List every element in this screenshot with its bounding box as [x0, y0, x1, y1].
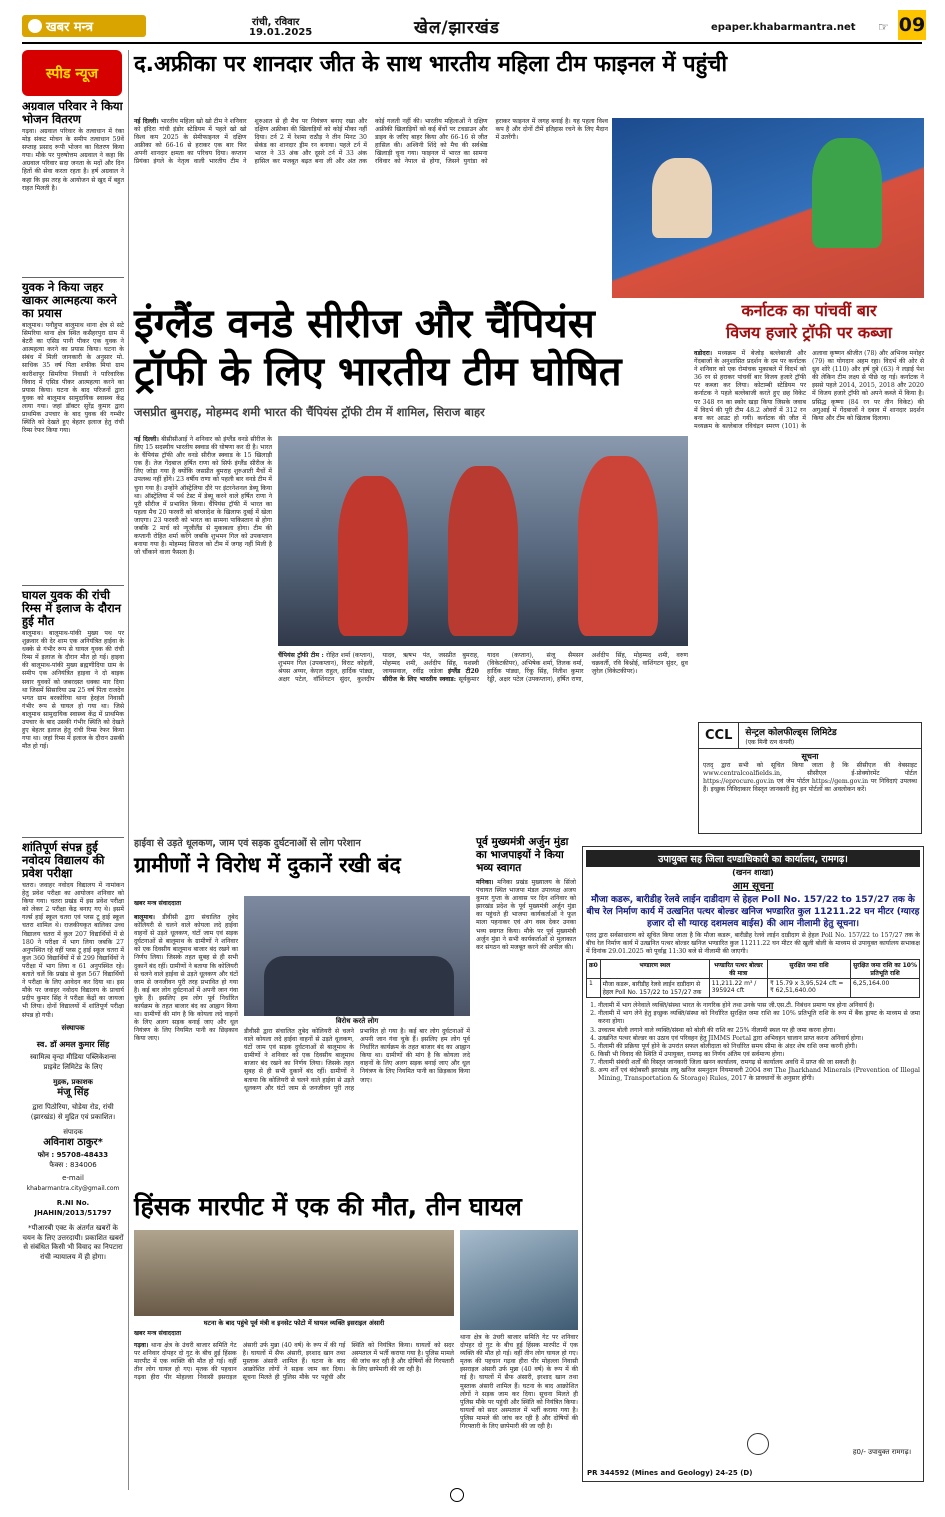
imprint-founder-note: स्वामित्व वृन्दा मीडिया पब्लिकेशन्स प्राइवेट लिमिटेड के लिए — [30, 1053, 116, 1071]
article-6-col4 — [460, 1334, 578, 1480]
article-2-text: बीसीसीआई ने शनिवार को इंग्लैंड वनडे सीरीज के लिए 15 सदस्यीय भारतीय स्क्वाड की घोषणा कर दी है। भारत के चैंपियंस ट्रॉफी और वनडे सीरीज स्क्वाड के 15 खिलाड़ी एक हैं। तेज गेंदबाज हर्षित राणा को सिर्फ इंग्लैंड सीरीज के लिए जोड़ा गया है क्योंकि जसप्रीत बुमराह शुरुआती मैचों में उपलब्ध नहीं होंगे। 23 वर्षीय राणा को पहली बार वनडे टीम में चुना गया है। उन्होंने ऑस्ट्रेलिया दौरे पर इंटरनेशनल डेब्यू किया था। ऑस्ट्रेलिया में पर्थ टेस्ट में डेब्यू करने वाले हर्षित राणा ने पूरी सीरीज में प्रभावित किया। चैंपियंस ट्रॉफी में भारत का पहला मैच 20 फरवरी को बांग्लादेश के खिलाफ दुबई में खेला जाएगा। 23 फरवरी को भारत का सामना पाकिस्तान से होगा जबकि 2 मार्च को न्यूजीलैंड से मुकाबला होगा। टीम की कप्तानी रोहित शर्मा करेंगे जबकि शुभमन गिल को उपकप्तान बनाया गया है। मोहम्मद सिराज को टीम में जगह नहीं मिली है जो चौंकाने वाला फैसला है। — [134, 436, 273, 557]
imprint-publisher: मंजू सिंह — [57, 1086, 89, 1098]
article-6-text-cont: थाना क्षेत्र के उंचरी बाजार समिति गेट पर शनिवार दोपहर दो गुट के बीच हुई हिंसक मारपीट में एक व्यक्ति की मौत हो गई। वहीं तीन लोग घायल हो गए। मृतक की पहचान गढ़वा हीरा पीर मोहल्ला निवासी इसराइल अंसारी उर्फ मुन्ना (40 वर्ष) के रूप में की गई है। घायलों में सैफ अंसारी, इरशाद खान तथा मुस्ताक अंसारी शामिल हैं। घटना के बाद आक्रोशित लोगों ने सड़क जाम कर दिया। सूचना मिलते ही पुलिस मौके पर पहुंची और स्थिति को नियंत्रित किया। घायलों को सदर अस्पताल में भर्ती कराया गया है। पुलिस मामले की जांच कर रही है और दोषियों की गिरफ्तारी के लिए छापेमारी की जा रही है। — [460, 1334, 578, 1431]
article-4-col2 — [244, 1028, 470, 1134]
article-6-title: हिंसक मारपीट में एक की मौत, तीन घायल — [134, 1192, 522, 1221]
ccl-logo: CCL — [699, 723, 739, 748]
notice-term: 7. नीलामी संबंधी शर्तों की विस्तृत जानकारी जिला खनन कार्यालय, रामगढ़ से कार्यालय अवधि में प्राप्त की जा सकती है। — [598, 1059, 920, 1067]
article-6-text: थाना क्षेत्र के उंचरी बाजार समिति गेट पर शनिवार दोपहर दो गुट के बीच हुई हिंसक मारपीट में एक व्यक्ति की मौत हो गई। वहीं तीन लोग घायल हो गए। मृतक की पहचान गढ़वा हीरा पीर मोहल्ला निवासी इसराइल अंसारी उर्फ मुन्ना (40 वर्ष) के रूप में की गई है। घायलों में सैफ अंसारी, इरशाद खान तथा मुस्ताक अंसारी शामिल हैं। घटना के बाद आक्रोशित लोगों ने सड़क जाम कर दिया। सूचना मिलते ही पुलिस मौके पर पहुंची और स्थिति को नियंत्रित किया। घायलों को सदर अस्पताल में भर्ती कराया गया है। पुलिस मामले की जांच कर रही है और दोषियों की गिरफ्तारी के लिए छापेमारी की जा रही है। — [134, 1342, 454, 1382]
page-number: 09 — [898, 10, 926, 40]
header-date: 19.01.2025 — [249, 27, 313, 38]
table-header: भण्डारित पत्थर बोल्डर की मात्रा — [709, 960, 767, 979]
injured-photo — [460, 1230, 578, 1330]
table-cell: 1 — [587, 979, 601, 998]
left-column — [22, 99, 124, 1019]
left-story-body: गढ़वा। अग्रवाल परिवार के तत्वाधान में रंका मोड़ संकट मोचन के समीप तत्वाधान 59वें सप्ताह प्रसाद रूपी भोजन का वितरण किया गया। मौके पर पुरुषोत्तम अग्रवाल ने कहा कि अग्रवाल परिवार सदा जनता के मदों और दिन हितों की सेवा करता रहता है। हर्ष अग्रवाल ने कहा कि इस तरह के आयोजन से खुद में बहुत राहत मिलती है। — [22, 128, 124, 192]
article-3-title-line2: विजय हजारे ट्रॉफी पर कब्जा — [726, 323, 892, 342]
article-2-t20-list: सूर्यकुमार यादव (कप्तान), संजू सैमसन (विकेटकीपर), अभिषेक शर्मा, तिलक वर्मा, हार्दिक पांड्या, रिंकू सिंह, नितीश कुमार रेड्डी, अक्षर पटेल (उपकप्तान), हर्षित राणा, अर्शदीप सिंह, मोहम्मद शमी, वरुण चक्रवर्ती, रवि बिश्नोई, वाशिंगटन सुंदर, ध्रुव जुरेल (विकेटकीपर)। — [458, 652, 688, 684]
imprint-rni: R.NI No. JHAHIN/2013/51797 — [34, 1199, 112, 1217]
violence-photo — [134, 1230, 454, 1316]
article-3-dateline: वडोदरा। — [694, 350, 713, 357]
imprint-editor-label: संपादक — [63, 1128, 83, 1136]
article-women-khokho — [134, 48, 924, 298]
player-figure — [338, 476, 408, 636]
imprint-publisher-label: मुद्रक, प्रकाशक — [53, 1078, 93, 1086]
header-city: रांची, रविवार — [252, 17, 300, 28]
article-1-body — [134, 118, 608, 296]
left-story-body: चतरा। जवाहर नवोदय विद्यालय में नामांकन हेतु प्रवेश परीक्षा का आयोजन शनिवार को किया गया। चतरा प्रखंड में इस प्रवेश परीक्षा को लेकर 2 परीक्षा केंद्र बनाए गए थे। इसमें गर्ल्स हाई स्कूल चतरा एवं प्लस टू हाई स्कूल चतरा शामिल थे। राजकीयकृत बालिका उच्च विद्यालय चतरा में कुल 207 विद्यार्थियों में से 180 ने परीक्षा में भाग लिया जबकि 27 अनुपस्थित रहे वहीं प्लस टू हाई स्कूल चतरा में कुल 360 विद्यार्थियों में से 299 विद्यार्थियों ने परीक्षा में भाग लिया व 61 अनुपस्थित रहे। बताते चलें कि प्रखंड से कुल 567 विद्यार्थियों ने परीक्षा के लिए आवेदन कर दिया था। इस मौके पर जवाहर नवोदय विद्यालय के प्राचार्य प्रदीप कुमार सिंह ने परीक्षा केंद्रों का जायजा भी लिया। दोनों विद्यालयों में शांतिपूर्ण परीक्षा संपन्न हो गयी। — [22, 882, 124, 1019]
article-3-body — [694, 350, 924, 716]
article-2-title-line1: इंग्लैंड वनडे सीरीज और चैंपियंस — [134, 301, 595, 347]
player-figure — [578, 456, 658, 636]
article-2-subtitle: जसप्रीत बुमराह, मोहम्मद शमी भारत की चैंपियंस ट्रॉफी टीम में शामिल, सिराज बाहर — [134, 405, 485, 419]
article-5-kicker: पूर्व मुख्यमंत्री अर्जुन मुंडा का भाजपाइयों ने किया भव्य स्वागत — [476, 836, 569, 874]
ccl-subtitle: (एक मिनी रत्न कंपनी) — [745, 739, 795, 746]
article-2-squad-list: रोहित शर्मा (कप्तान), शुभमन गिल (उपकप्तान), विराट कोहली, श्रेयस अय्यर, केएल राहुल, हार्दिक पांड्या, अक्षर पटेल, वॉशिंगटन सुंदर, कुलदीप यादव, ऋषभ पंत, जसप्रीत बुमराह, मोहम्मद शमी, अर्शदीप सिंह, यशस्वी जायसवाल, रवींद्र जडेजा — [278, 652, 479, 684]
article-2-squad-label: चैंपियंस ट्रॉफी टीम : — [278, 652, 324, 659]
logo-icon — [28, 19, 42, 33]
notice-subtitle: (खनन शाखा) — [732, 868, 774, 877]
table-header: भण्डारण स्थल — [600, 960, 709, 979]
table-header: सुरक्षित जमा राशि का 10% प्रतिभूति राशि — [851, 960, 920, 979]
article-protest — [134, 836, 470, 1136]
article-vijay-hazare — [694, 300, 924, 720]
imprint-fax: फैक्स : 834006 — [49, 1160, 97, 1169]
article-4-text: डीवीसी द्वारा संचालित तुबेद कोलियरी से चलने वाले कोयला लदे हाईवा वाहनों से उड़ते धूलकण, घंटों जाम एवं सड़क दुर्घटनाओं से बालूमाथ के ग्रामीणों ने शनिवार को एक दिवसीय बालूमाथ बाजार बंद रखने का निर्णय लिया। जिसके तहत सुबह से ही सभी दुकानें बंद रहीं। ग्रामीणों ने बताया कि कोलियरी से चलने वाले हाईवा से उड़ते धूलकण और घंटों जाम से जनजीवन पूरी तरह प्रभावित हो गया है। कई बार लोग दुर्घटनाओं में अपनी जान गंवा चुके हैं। इसलिए हम लोग पूर्व निर्धारित कार्यक्रम के तहत बाजार बंद का आह्वान किया था। ग्रामीणों की मांग है कि कोयला लदे वाहनों के लिए अलग सड़क बनाई जाए और धूल नियंत्रण के लिए नियमित पानी का छिड़काव किया जाए। — [134, 914, 239, 1043]
column-rule — [128, 50, 129, 1490]
player-figure — [812, 138, 882, 248]
left-story-body: बालूमाथ। बालूमाथ-पांकी मुख्य पथ पर शुक्रवार की देर शाम एक अनियंत्रित हाईवा के धक्के से गंभीर रूप से घायल युवक की रांची रिम्स में इलाज के दौरान मौत हो गई। हाइवा की बालूमाथ-पांकी मुख्य ब्रह्मणीदिया ग्राम के समीप एक अनियंत्रित हाइवा ने दो बाइक सवार युवकों को जबरदस्त धक्का मार दिया था जिसमें सिसारिया उम्र 25 वर्ष पिता राजदेव भगत ग्राम बरकोरिया थाना हेरहंज निवासी गंभीर रूप से घायल हो गया था। जिसे बालूमाथ सामुदायिक स्वास्थ्य केंद्र में प्राथमिक उपचार के बाद उसकी गंभीर स्थिति को देखते हुए बेहतर इलाज हेतु रांची रिम्स रेफर किया गया था। जहां रिम्स में इलाज के दौरान उसकी मौत हो गई। — [22, 630, 124, 751]
notice-term: 8. अन्य शर्तें एवं बंदोबस्ती झारखंड लघु खनिज समनुदान नियमावली 2004 तथा The Jharkhand Minerals (Prevention of Illegal Mining, Transportation & Storage) Rules, 2017 के प्रावधानों के अनुसार होंगी। — [598, 1067, 920, 1083]
registration-mark-icon — [450, 1488, 464, 1502]
article-4-dateline: बालूमाथ। — [134, 914, 155, 921]
article-team-announcement — [134, 300, 688, 830]
notice-emblem-icon — [747, 1433, 769, 1455]
notice-term: 4. उत्खनित पत्थर बोल्डर का उठाव एवं परिवहन हेतु JIMMS Portal द्वारा अभिवहन चालान प्राप्त करना अनिवार्य होगा। — [598, 1035, 920, 1043]
table-header: सुरक्षित जमा राशि — [767, 960, 850, 979]
divider — [22, 277, 124, 278]
table-cell: मौजा कडरू, बारीडीह रेलवे लाईन दाडीदाग से हेहल Poll No. 157/22 to 157/27 तक — [600, 979, 709, 998]
divider — [22, 585, 124, 586]
notice-term: 5. नीलामी की प्रक्रिया पूर्ण होने के उपरांत सफल बोलीदाता को निर्धारित समय सीमा के अंदर शेष राशि जमा करनी होगी। — [598, 1043, 920, 1051]
speed-news-badge — [22, 50, 122, 96]
ccl-advertisement[interactable] — [698, 722, 922, 834]
left-story-4 — [22, 841, 124, 1020]
article-1-title: द.अफ्रीका पर शानदार जीत के साथ भारतीय महिला टीम फाइनल में पहुंची — [134, 52, 728, 77]
article-violence — [134, 1190, 578, 1480]
table-header: क्र0 — [587, 960, 601, 979]
left-story-title: अग्रवाल परिवार ने किया भोजन वितरण — [22, 99, 123, 126]
site-url[interactable]: epaper.khabarmantra.net — [711, 22, 856, 33]
article-4-byline: खबर मन्त्र संवाददाता — [134, 900, 182, 907]
article-2-title-line2: ट्रॉफी के लिए भारतीय टीम घोषित — [134, 349, 622, 395]
notice-term: 2. नीलामी में भाग लेने हेतु इच्छुक व्यक्ति/संस्था को निर्धारित सुरक्षित जमा राशि का 10% प्रतिभूति राशि के रूप में बैंक ड्राफ्ट के माध्यम से जमा करना होगा। — [598, 1010, 920, 1026]
notice-term: 1. नीलामी में भाग लेनेवाले व्यक्ति/संस्था भारत के नागरिक होने तथा उनके पास जी.एस.टी. निबंधन प्रमाण पत्र होना अनिवार्य है। — [598, 1002, 920, 1010]
imprint-editor: अविनाश ठाकुर* — [43, 1136, 103, 1148]
section-title: खेल/झारखंड — [414, 18, 500, 38]
logo-text: खबर मन्त्र — [46, 20, 94, 35]
article-5-body — [476, 879, 576, 1109]
left-story-1 — [22, 100, 124, 274]
notice-terms — [598, 1002, 920, 1083]
ccl-title: सेन्ट्रल कोलफील्ड्स लिमिटेड — [745, 728, 837, 738]
khokho-photo — [612, 118, 924, 298]
imprint-email[interactable]: khabarmantra.city@gmail.com — [26, 1184, 120, 1192]
imprint-box — [22, 1008, 124, 1478]
left-story-title: घायल युवक की रांची रिम्स में इलाज के दौरान हुई मौत — [22, 588, 122, 628]
imprint-email-label: e-mail — [62, 1174, 84, 1182]
article-4-text-cont: डीवीसी द्वारा संचालित तुबेद कोलियरी से चलने वाले कोयला लदे हाईवा वाहनों से उड़ते धूलकण, घंटों जाम एवं सड़क दुर्घटनाओं से बालूमाथ के ग्रामीणों ने शनिवार को एक दिवसीय बालूमाथ बाजार बंद रखने का निर्णय लिया। जिसके तहत सुबह से ही सभी दुकानें बंद रहीं। ग्रामीणों ने बताया कि कोलियरी से चलने वाले हाईवा से उड़ते धूलकण और घंटों जाम से जनजीवन पूरी तरह प्रभावित हो गया है। कई बार लोग दुर्घटनाओं में अपनी जान गंवा चुके हैं। इसलिए हम लोग पूर्व निर्धारित कार्यक्रम के तहत बाजार बंद का आह्वान किया था। ग्रामीणों की मांग है कि कोयला लदे वाहनों के लिए अलग सड़क बनाई जाए और धूल नियंत्रण के लिए नियमित पानी का छिड़काव किया जाए। — [244, 1028, 470, 1092]
article-4-kicker: हाईवा से उड़ते धूलकण, जाम एवं सड़क दुर्घटनाओं से लोग परेशान — [134, 838, 361, 849]
imprint-label: संस्थापक — [61, 1024, 85, 1032]
speed-news-label: स्पीड न्यूज — [45, 65, 99, 82]
table-header-row — [587, 960, 920, 979]
pointer-icon: ☞ — [878, 20, 889, 34]
article-2-col1 — [134, 436, 272, 830]
article-4-col1 — [134, 914, 238, 1134]
masthead — [22, 10, 926, 44]
table-cell: 11,211.22 m³ / 395924 cft — [709, 979, 767, 998]
article-2-squad — [278, 652, 688, 830]
imprint-phone: फोन : 95708-48433 — [37, 1151, 109, 1159]
article-5-text: मनिका प्रखंड मुख्यालय के सिंजो पंचायत स्थित भाजपा मंडल उपाध्यक्ष अजय कुमार गुप्ता के आवास पर दिन शनिवार को झारखंड प्रदेश के पूर्व मुख्यमंत्री अर्जुन मुंडा का पहुंचते ही भाजपा कार्यकर्ताओं ने फूल माला पहनाकर एवं अंग वस्त्र देकर उनका भव्य स्वागत किया। मौके पर पूर्व मुख्यमंत्री अर्जुन मुंडा ने सभी कार्यकर्ताओं से मुलाकात कर संगठन को मजबूत करने की अपील की। — [476, 879, 576, 951]
notice-sign: ह0/- उपायुक्त रामगढ़। — [852, 1448, 912, 1456]
table-row — [587, 979, 920, 998]
left-story-body: बालूमाथ। पनौहुपा बालूमाथ थाना क्षेत्र से सटे सिमरिया थाना क्षेत्र स्थित कसैहरपुरा ग्राम में बेटरी का एसिड पानी पीकर एक युवक ने आत्महत्या करने का प्रयास किया। घटना के संबंध में मिली जानकारी के अनुसार मो. साधिक 35 वर्ष पिता शफीक मियां ग्राम कारीशापुर सिमरिया निवासी ने पारिवारिक विवाद में एसिड पीकर आत्महत्या करने का प्रयास किया। घटना के बाद परिजनों द्वारा युवक को बालूमाथ सामुदायिक स्वास्थ्य केंद्र लाया गया। जहां डॉक्टर सुरेंद्र कुमार द्वारा प्राथमिक उपचार के बाद युवक की गम्भीर स्थिति को देखते हुए बेहतर इलाज हेतु रांची रिम्स रेफर किया गया। — [22, 322, 124, 435]
table-cell: 6,25,164.00 — [851, 979, 920, 998]
article-2-dateline: नई दिल्ली। — [134, 436, 159, 443]
left-story-2 — [22, 281, 124, 582]
player-figure — [448, 466, 518, 636]
notice-pr: PR 344592 (Mines and Geology) 24-25 (D) — [587, 1469, 753, 1477]
protest-photo — [244, 896, 470, 1016]
violence-caption: घटना के बाद पहुंचे पूर्व मंत्री व इनसेट फोटो में घायल व्यक्ति इसराइल अंसारी — [203, 1319, 385, 1327]
team-photo — [278, 436, 688, 646]
divider — [22, 837, 124, 838]
article-2-t20-label: इंग्लैंड टी20 सीरीज के लिए भारतीय स्क्वाड: — [382, 668, 479, 684]
article-1-dateline: नई दिल्ली। — [134, 118, 159, 125]
imprint-founder: स्व. डॉ अमल कुमार सिंह — [36, 1039, 110, 1049]
ccl-notice-label: सूचना — [801, 752, 819, 761]
article-5-dateline: मनिका। — [476, 879, 494, 886]
logo-badge — [22, 15, 146, 37]
article-4-title: ग्रामीणों ने विरोध में दुकानें रखी बंद — [134, 853, 401, 877]
imprint-disclaimer: *पीआरबी एक्ट के अंतर्गत खबरों के चयन के लिए उत्तरदायी। प्रकाशित खबरों से संबंधित किसी भी विवाद का निपटारा रांची न्यायालय में ही होगा। — [22, 1224, 124, 1261]
notice-table — [586, 959, 920, 998]
people-figure — [264, 956, 454, 1016]
left-story-3 — [22, 589, 124, 834]
article-6-body — [134, 1342, 454, 1480]
notice-term: 3. उच्चतम बोली लगाने वाले व्यक्ति/संस्था को बोली की राशि का 25% नीलामी स्थल पर ही जमा करना होगा। — [598, 1027, 920, 1035]
notice-subject: मौजा कडरू, बारीडीह रेलवे लाईन दाडीदाग से हेहल Poll No. 157/22 to 157/27 तक के बीच रेल निर्माण कार्य में उत्खनित पत्थर बोल्डर खनिज भण्डारित कुल 11211.22 घन मीटर (ग्यारह हजार दो सौ ग्यारह दशमलव बाईस) की आम नीलामी हेतु सूचना। — [586, 895, 920, 929]
protest-caption: विरोध करते लोग — [335, 1017, 379, 1025]
player-figure — [652, 158, 712, 238]
article-3-text: मध्यक्रम में बेजोड़ बल्लेबाजी और गेंदबाजों के अनुशासित प्रदर्शन के दम पर कर्नाटक ने शनिवार को एक रोमांचक मुकाबले में विदर्भ को 36 रन से हराकर पांचवीं बार विजय हजारे ट्रॉफी पर कब्जा कर लिया। कोटाम्बी स्टेडियम पर कर्नाटक ने पहले बल्लेबाजी करते हुए छह विकेट पर 348 रन का स्कोर खड़ा किया जिसके जवाब में विदर्भ की पूरी टीम 48.2 ओवरों में 312 रन बना कर आउट हो गयी। कर्नाटक की जीत में मध्यक्रम के बल्लेबाज रविचंद्रन स्मरण (101) के अलावा कृष्णन श्रीजीत (78) और अभिनव मनोहर (79) का योगदान अहम रहा। विदर्भ की ओर से ध्रुव शोरे (110) और हर्ष दुबे (63) ने लड़ाई पेश की लेकिन टीम लक्ष्य से पीछे रह गई। कर्नाटक ने इससे पहले 2014, 2015, 2018 और 2020 में विजय हजारे ट्रॉफी को अपने कब्जे में किया है। प्रसिद्ध कृष्णा (84 रन पर तीन विकेट) की अगुआई में गेंदबाजों ने दबाव में शानदार प्रदर्शन किया और टीम को खिताब दिलाया। — [694, 350, 924, 430]
notice-term: 6. किसी भी विवाद की स्थिति में उपायुक्त, रामगढ़ का निर्णय अंतिम एवं सर्वमान्य होगा। — [598, 1051, 920, 1059]
left-story-title: युवक ने किया जहर खाकर आत्महत्या करने का प्रयास — [22, 280, 117, 320]
table-cell: ₹ 15.79 x 3,95,524 cft = ₹ 62,51,640.00 — [767, 979, 850, 998]
article-6-dateline: गढ़वा। — [134, 1342, 149, 1349]
notice-title: उपायुक्त सह जिला दण्डाधिकारी का कार्यालय, रामगढ़। — [586, 850, 920, 867]
notice-label: आम सूचना — [732, 881, 774, 892]
article-1-text: भारतीय महिला खो खो टीम ने शनिवार को इंदिरा गांधी इंडोर स्टेडियम में पहले खो खो विश्व कप 2025 के सेमीफाइनल में दक्षिण अफ्रीका को 66-16 से हराकर एक बार फिर अपनी शानदार क्षमता का परिचय दिया। कप्तान प्रियंका इंगले के नेतृत्व वाली भारतीय टीम ने शुरुआत से ही मैच पर नियंत्रण बनाए रखा और दक्षिण अफ्रीका की खिलाड़ियों को कोई मौका नहीं दिया। टर्न 2 में रेशमा राठौड़ ने तीन मिनट 30 सेकंड का शानदार ड्रीम रन बनाया। पहले टर्न में भारत ने 33 अंक और दूसरे टर्न में 33 अंक हासिल कर मजबूत बढ़त बना ली और अंत तक कोई गलती नहीं की। भारतीय महिलाओं ने दक्षिण अफ्रीकी खिलाड़ियों को कई बेंचों पर टचडाउन और डाइव के जरिए बाहर किया और 66-16 से जीत हासिल की। अश्विनी शिंदे को मैच की सर्वश्रेष्ठ खिलाड़ी चुना गया। फाइनल में भारत का सामना रविवार को नेपाल से होगा, जिसने युगांडा को हराकर फाइनल में जगह बनाई है। यह पहला विश्व कप है और दोनों टीमें इतिहास रचने के लिए मैदान में उतरेंगी। — [134, 118, 608, 166]
ccl-body: एतद् द्वारा सभी को सूचित किया जाता है कि सीसीएल की वेबसाइट www.centralcoalfields.in, सीसीएल ई-प्रोक्योरमेंट पोर्टल https://eprocure.gov.in एवं जेम पोर्टल https://gem.gov.in पर निविदाएं उपलब्ध हैं। इच्छुक निविदाकार विस्तृत जानकारी हेतु इन पोर्टलों का अवलोकन करें। — [703, 762, 917, 794]
left-story-title: शांतिपूर्ण संपन्न हुई नवोदय विद्यालय की प्रवेश परीक्षा — [22, 840, 105, 880]
imprint-address: द्वारा पिठोरिया, चोडेया रोड, रांची (झारखंड) से मुद्रित एवं प्रकाशित। — [30, 1103, 116, 1121]
article-arjun-munda — [476, 836, 576, 1136]
notice-intro: एतद द्वारा सर्वसाधारण को सूचित किया जाता है कि मौजा कडरू, बारीडीह रेलवे लाईन दाडीदाग से हेहल Poll No. 157/22 to 157/27 तक के बीच रेल निर्माण कार्य में उत्खनित पत्थर बोल्डर खनिज भण्डारित कुल 11211.22 घन मीटर की खुली बोली के माध्यम से उपायुक्त कार्यालय सभाकक्ष में दिनांक 29.01.2025 को पूर्वाह्न 11:30 बजे से नीलामी की जाएगी। — [586, 932, 920, 956]
article-6-byline: खबर मन्त्र संवाददाता — [134, 1330, 182, 1337]
article-3-title-line1: कर्नाटक का पांचवीं बार — [741, 301, 877, 320]
mining-notice[interactable] — [582, 846, 924, 1482]
